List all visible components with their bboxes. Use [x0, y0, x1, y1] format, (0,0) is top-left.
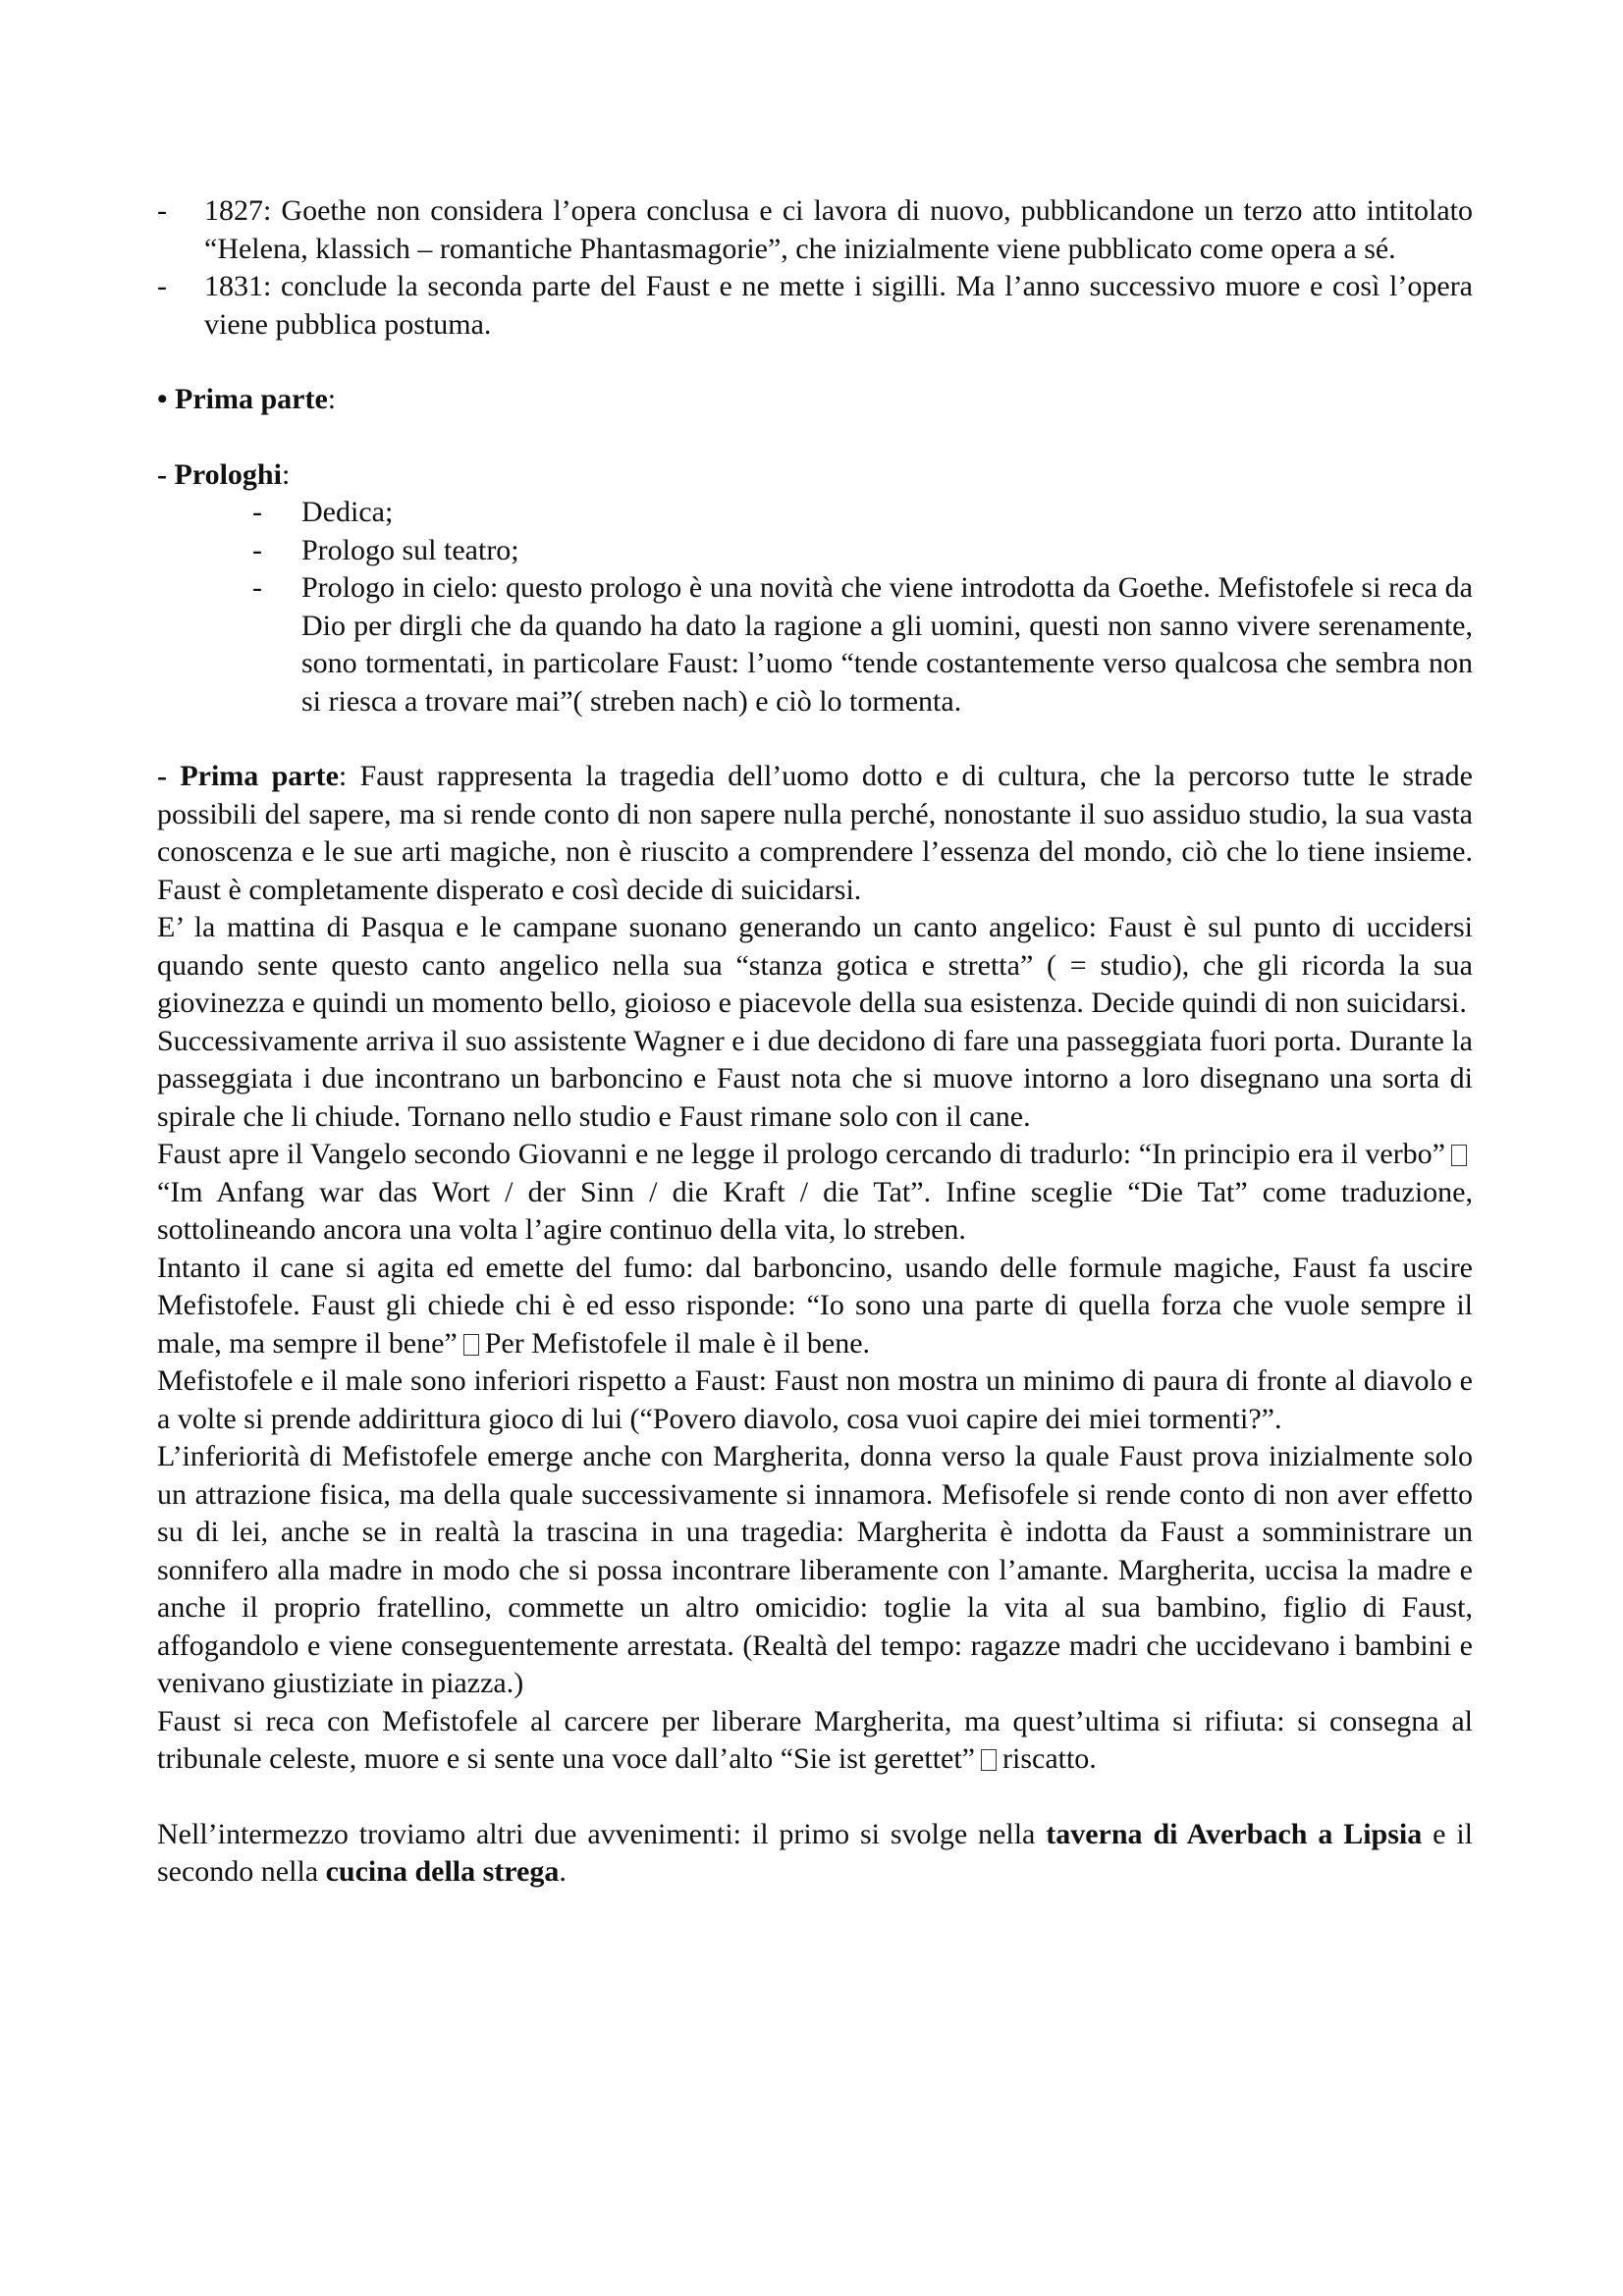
paragraph-pasqua: E’ la mattina di Pasqua e le campane suonano generando un canto angelico: Faust è sul punto di uccidersi quando sente questo canto angelico nella sua “stanza gotica e stretta” ( = studio), che gli ricorda la sua giovinezza e quindi un momento bello, gioioso e piacevole della sua esistenza. Decide quindi di non suicidarsi.	[157, 911, 1473, 1019]
list-item	[252, 569, 1473, 721]
arrow-glyph-icon	[463, 1334, 479, 1356]
arrow-glyph-icon	[1451, 1145, 1467, 1166]
arrow-glyph-icon	[981, 1749, 997, 1771]
paragraph-margherita: L’inferiorità di Mefistofele emerge anche con Margherita, donna verso la quale Faust prova inizialmente solo un attrazione fisica, ma della quale successivamente si innamora. Mefisofele si rende conto di non aver effetto su di lei, anche se in realtà la trascina in una tragedia: Margherita è indotta da Faust a somministrare un sonnifero alla madre in modo che si possa incontrare liberamente con l’amante. Margherita, uccisa la madre e anche il proprio fratellino, commette un altro omicidio: toglie la vita al sua bambino, figlio di Faust, affogandolo e viene conseguentemente arrestata. (Realtà del tempo: ragazze madri che uccidevano i bambini e venivano giustiziate in piazza.)	[157, 1440, 1473, 1699]
paragraph-inferiori: Mefistofele e il male sono inferiori rispetto a Faust: Faust non mostra un minimo di paura di fronte al diavolo e a volte si prende addirittura gioco di lui (“Povero diavolo, cosa vuoi capire dei miei tormenti?”.	[157, 1364, 1473, 1435]
prologhi-list	[157, 494, 1473, 721]
list-item	[157, 192, 1473, 268]
section-heading-prima-parte: • Prima parte:	[157, 383, 337, 415]
list-item	[157, 268, 1473, 344]
document-page	[157, 192, 1473, 1892]
list-dash: -	[157, 270, 167, 302]
list-item	[252, 532, 1473, 570]
list-item	[252, 494, 1473, 532]
list-dash: -	[252, 533, 262, 566]
paragraph-intro: - Prima parte: Faust rappresenta la tragedia dell’uomo dotto e di cultura, che la percorso tutte le strade possibili del sapere, ma si rende conto di non sapere nulla perché, nonostante il suo assiduo studio, la sua vasta conoscenza e le sue arti magiche, non è riuscito a comprendere l’essenza del mondo, ciò che lo tiene insieme. Faust è completamente disperato e così decide di suicidarsi.	[157, 760, 1473, 906]
paragraph-carcere: Faust si reca con Mefistofele al carcere per liberare Margherita, ma quest’ultima si rifiuta: si consegna al tribunale celeste, muore e si sente una voce dall’alto “Sie ist gerettet” riscatto.	[157, 1704, 1473, 1775]
paragraph-intermezzo: Nell’intermezzo troviamo altri due avvenimenti: il primo si svolge nella taverna di Averbach a Lipsia e il secondo nella cucina della strega.	[157, 1817, 1473, 1888]
prologo-teatro: Prologo sul teatro;	[301, 533, 519, 566]
timeline-1827: 1827: Goethe non considera l’opera conclusa e ci lavora di nuovo, pubblicandone un terzo atto intitolato “Helena, klassich – romantiche Phantasmagorie”, che inizialmente viene pubblicato come opera a sé.	[204, 194, 1473, 265]
prima-parte-body	[157, 758, 1473, 1779]
list-dash: -	[157, 194, 167, 227]
paragraph-vangelo: Faust apre il Vangelo secondo Giovanni e ne legge il prologo cercando di tradurlo: “In principio era il verbo”“Im Anfang war das Wort / der Sinn / die Kraft / die Tat”. Infine sceglie “Die Tat” come traduzione, sottolineando ancora una volta l’agire continuo della vita, lo streben.	[157, 1138, 1473, 1246]
paragraph-wagner: Successivamente arriva il suo assistente Wagner e i due decidono di fare una passeggiata fuori porta. Durante la passeggiata i due incontrano un barboncino e Faust nota che si muove intorno a loro disegnano una sorta di spirale che li chiude. Tornano nello studio e Faust rimane solo con il cane.	[157, 1024, 1473, 1133]
timeline-list	[157, 192, 1473, 344]
prologo-dedica: Dedica;	[301, 496, 394, 528]
list-dash: -	[252, 496, 262, 528]
paragraph-mefistofele: Intanto il cane si agita ed emette del fumo: dal barboncino, usando delle formule magiche, Faust fa uscire Mefistofele. Faust gli chiede chi è ed esso risponde: “Io sono una parte di quella forza che vuole sempre il male, ma sempre il bene” Per Mefistofele il male è il bene.	[157, 1251, 1473, 1360]
list-dash: -	[252, 571, 262, 604]
timeline-1831: 1831: conclude la seconda parte del Faust e ne mette i sigilli. Ma l’anno successivo muore e così l’opera viene pubblica postuma.	[204, 270, 1473, 341]
prologo-cielo: Prologo in cielo: questo prologo è una novità che viene introdotta da Goethe. Mefistofele si reca da Dio per dirgli che da quando ha dato la ragione a gli uomini, questi non sanno vivere serenamente, sono tormentati, in particolare Faust: l’uomo “tende costantemente verso qualcosa che sembra non si riesca a trovare mai”( streben nach) e ciò lo tormenta.	[301, 571, 1473, 718]
subheading-prologhi: - Prologhi:	[157, 457, 291, 491]
